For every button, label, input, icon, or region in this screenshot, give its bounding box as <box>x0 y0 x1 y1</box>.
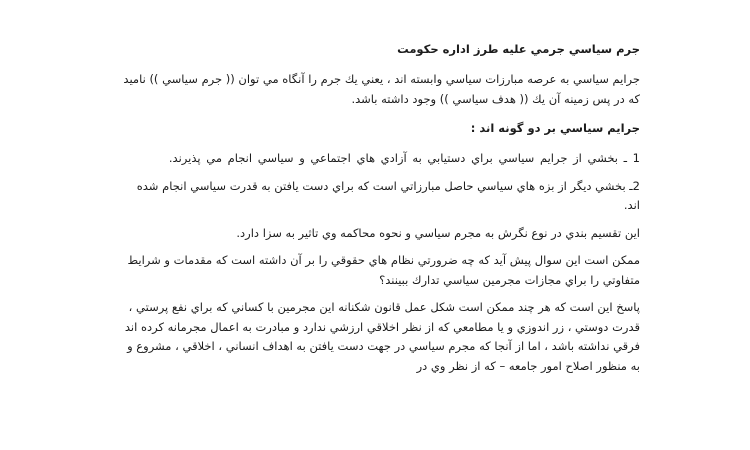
body-paragraph-3: پاسخ اين است كه هر چند ممكن است شكل عمل قانون شكنانه اين مجرمين با كساني كه براي نفع پرستي ، قدرت دوستي ، زر اندوزي و يا مطامعي كه از نظر اخلاقي ارزشي ندارد و مبادرت به اعمال مجرمانه كرده اند فرقي نداشته باشد ، اما از آنجا كه مجرم سياسي در جهت دست يافتن به اهداف انساني ، اخلاقي ، مشروع و به منظور اصلاح امور جامعه – كه از نظر وي در <box>124 300 640 373</box>
document-title: جرم سياسي جرمي عليه طرز اداره حكومت <box>397 42 640 56</box>
list-item-1: 1 ـ بخشي از جرايم سياسي براي دستيابي به آزادي هاي اجتماعي و سياسي انجام مي پذيرند. <box>168 151 640 165</box>
body-paragraph-1: اين تقسيم بندي در نوع نگرش به مجرم سياسي و نحوه محاكمه وي تاثير به سزا دارد. <box>236 225 640 240</box>
list-item-2: 2ـ بخشي ديگر از بزه هاي سياسي حاصل مبارزاتي است كه براي دست يافتن به قدرت سياسي انجام شده اند. <box>136 178 640 212</box>
intro-paragraph: جرايم سياسي به عرصه مبارزات سياسي وابسته اند ، يعني يك جرم را آنگاه مي توان (( جرم سياسي )) ناميد كه در پس زمينه آن يك (( هدف سياسي )) وجود داشته باشد. <box>123 72 640 106</box>
section-subheading: جرايم سياسي بر دو گونه اند : <box>470 121 640 135</box>
body-paragraph-2: ممكن است اين سوال پيش آيد كه چه ضرورتي نظام هاي حقوقي را بر آن داشته است كه مقدمات و شرايط متفاوتي را براي مجازات مجرمين سياسي تدارك ببينند؟ <box>127 253 640 287</box>
document-body <box>118 38 640 384</box>
